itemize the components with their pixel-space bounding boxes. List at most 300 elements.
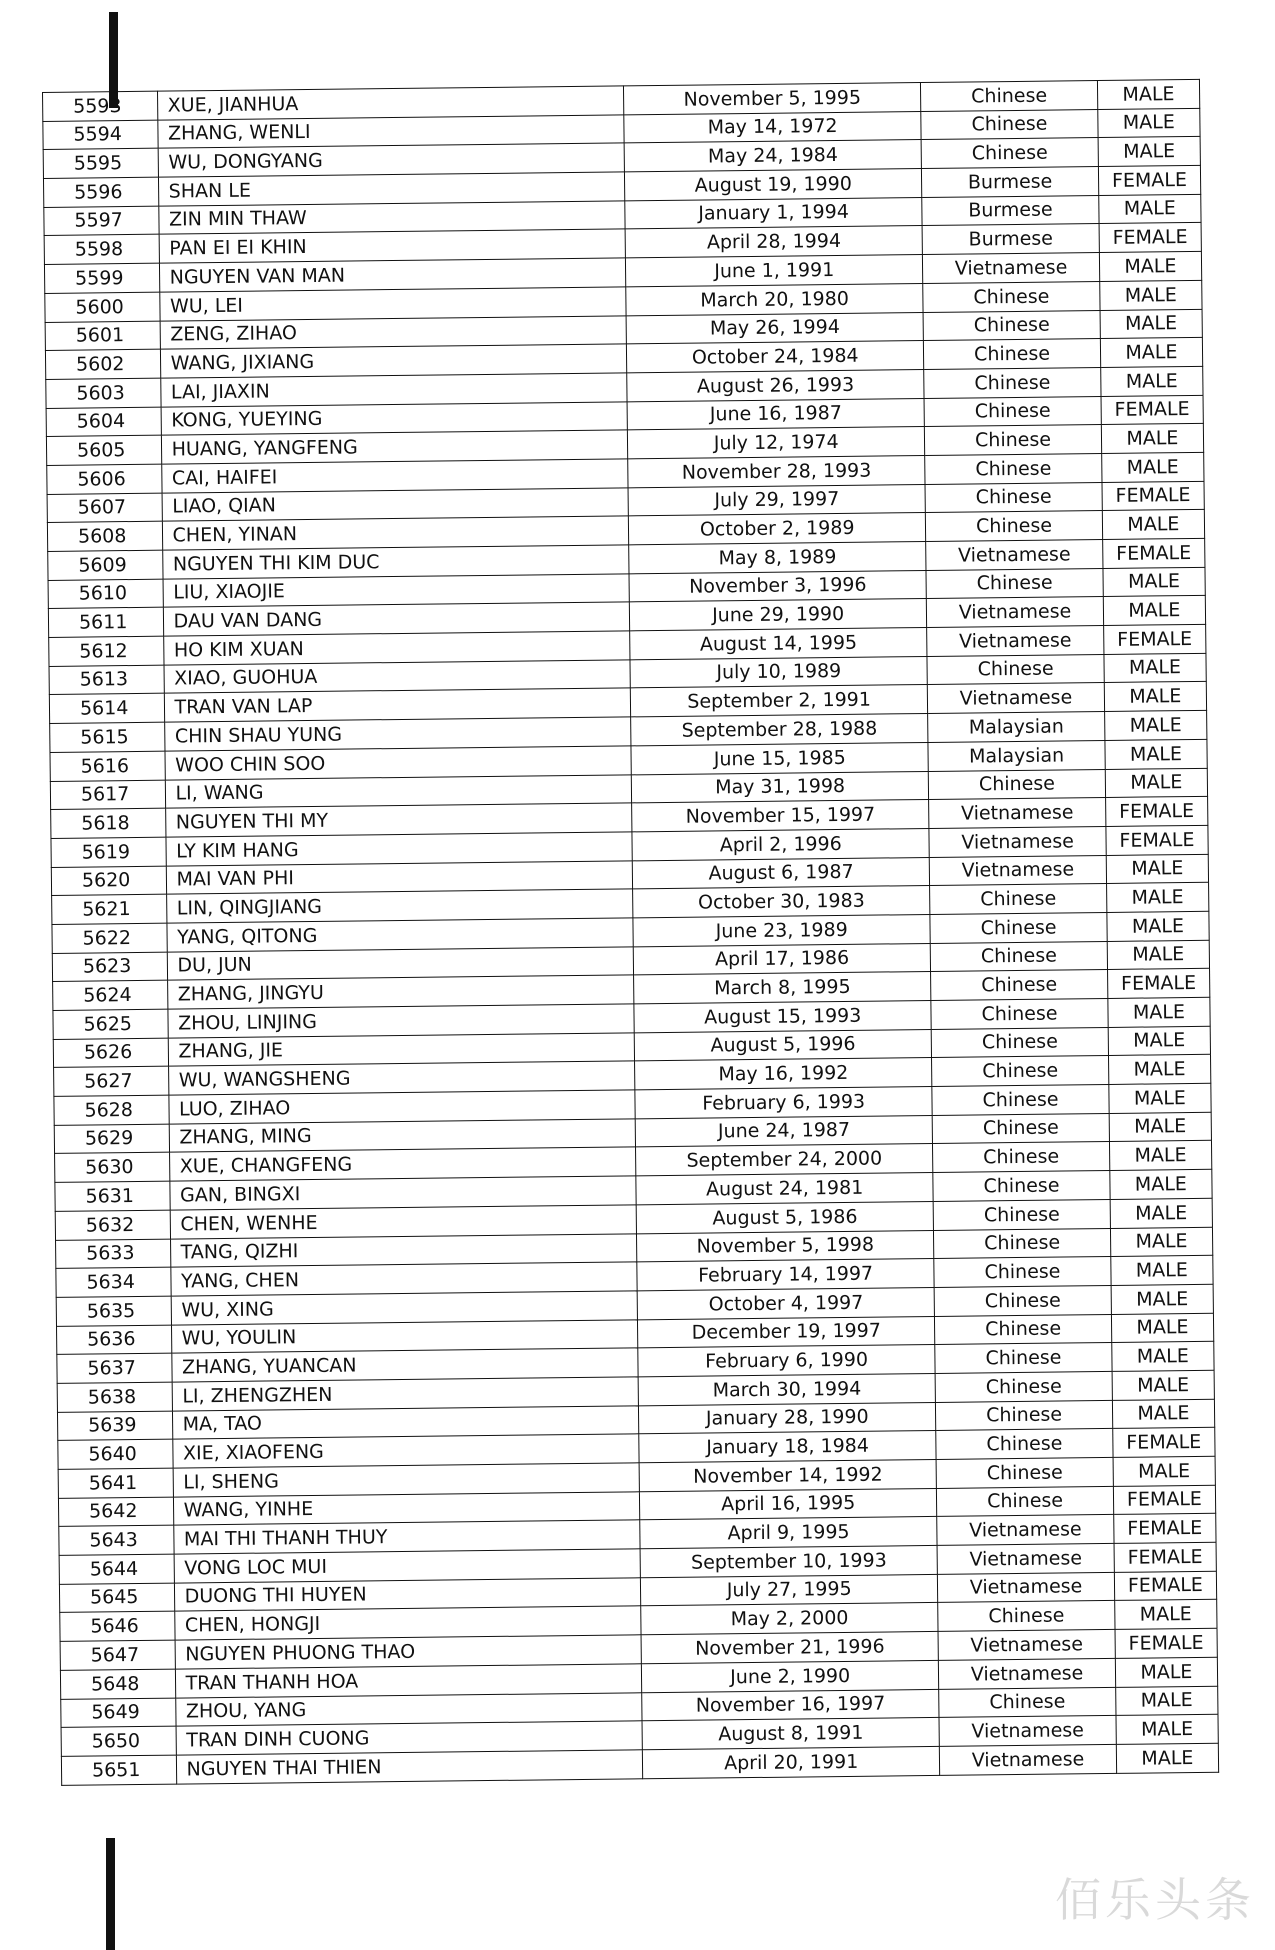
record-dob: August 5, 1986 xyxy=(636,1201,934,1233)
record-id: 5598 xyxy=(44,235,159,265)
record-id: 5629 xyxy=(54,1124,169,1154)
record-name: ZHANG, WENLI xyxy=(157,115,624,149)
record-sex: MALE xyxy=(1108,997,1211,1027)
record-name: DU, JUN xyxy=(167,946,634,980)
record-nationality: Vietnamese xyxy=(930,855,1107,886)
record-name: TRAN DINH CUONG xyxy=(176,1721,643,1755)
record-nationality: Chinese xyxy=(931,970,1108,1001)
record-name: CAI, HAIFEI xyxy=(161,459,628,493)
record-dob: August 24, 1981 xyxy=(636,1173,934,1205)
record-nationality: Burmese xyxy=(922,224,1099,255)
record-name: ZHANG, YUANCAN xyxy=(171,1348,638,1382)
record-id: 5644 xyxy=(59,1554,174,1584)
record-nationality: Chinese xyxy=(935,1371,1112,1402)
record-sex: FEMALE xyxy=(1099,223,1202,253)
record-name: MAI VAN PHI xyxy=(166,860,633,894)
record-sex: MALE xyxy=(1103,567,1206,597)
record-dob: April 16, 1995 xyxy=(639,1488,937,1520)
record-sex: FEMALE xyxy=(1106,825,1209,855)
record-name: ZHOU, YANG xyxy=(175,1692,642,1726)
record-nationality: Chinese xyxy=(929,769,1106,800)
record-name: WOO CHIN SOO xyxy=(165,746,632,780)
record-sex: MALE xyxy=(1116,1743,1219,1773)
record-name: LI, WANG xyxy=(165,774,632,808)
record-id: 5603 xyxy=(46,378,161,408)
record-name: WU, WANGSHENG xyxy=(168,1061,635,1095)
record-sex: FEMALE xyxy=(1102,538,1205,568)
record-id: 5637 xyxy=(57,1353,172,1383)
record-sex: MALE xyxy=(1100,309,1203,339)
record-dob: March 20, 1980 xyxy=(626,283,924,315)
record-name: WU, DONGYANG xyxy=(158,143,625,177)
record-name: CHIN SHAU YUNG xyxy=(164,717,631,751)
record-nationality: Vietnamese xyxy=(927,597,1104,628)
record-name: TRAN VAN LAP xyxy=(164,688,631,722)
record-id: 5611 xyxy=(48,608,163,638)
record-sex: MALE xyxy=(1105,739,1208,769)
record-id: 5607 xyxy=(47,493,162,523)
record-id: 5605 xyxy=(46,435,161,465)
record-dob: July 10, 1989 xyxy=(630,656,928,688)
record-dob: November 28, 1993 xyxy=(628,455,926,487)
record-name: XIAO, GUOHUA xyxy=(164,660,631,694)
record-nationality: Chinese xyxy=(926,568,1103,599)
record-id: 5597 xyxy=(44,206,159,236)
record-dob: November 15, 1997 xyxy=(632,800,930,832)
record-sex: FEMALE xyxy=(1105,797,1208,827)
record-name: CHEN, WENHE xyxy=(170,1205,637,1239)
record-name: KONG, YUEYING xyxy=(161,401,628,435)
record-sex: MALE xyxy=(1099,251,1202,281)
record-nationality: Chinese xyxy=(925,425,1102,456)
record-dob: May 8, 1989 xyxy=(629,542,927,574)
record-dob: July 27, 1995 xyxy=(640,1574,938,1606)
record-id: 5641 xyxy=(58,1468,173,1498)
record-dob: April 28, 1994 xyxy=(625,226,923,258)
record-sex: MALE xyxy=(1107,940,1210,970)
record-sex: FEMALE xyxy=(1102,481,1205,511)
record-name: YANG, QITONG xyxy=(166,918,633,952)
record-name: ZENG, ZIHAO xyxy=(160,315,627,349)
record-dob: October 4, 1997 xyxy=(637,1287,935,1319)
records-table-body xyxy=(43,79,1219,1785)
record-dob: April 2, 1996 xyxy=(632,828,930,860)
record-id: 5628 xyxy=(54,1095,169,1125)
record-sex: MALE xyxy=(1099,280,1202,310)
record-dob: June 16, 1987 xyxy=(627,398,925,430)
record-nationality: Chinese xyxy=(934,1257,1111,1288)
record-dob: May 31, 1998 xyxy=(631,771,929,803)
record-name: LAI, JIAXIN xyxy=(160,373,627,407)
record-name: YANG, CHEN xyxy=(170,1262,637,1296)
record-name: WU, XING xyxy=(171,1291,638,1325)
record-sex: MALE xyxy=(1110,1227,1213,1257)
record-dob: September 24, 2000 xyxy=(636,1144,934,1176)
record-id: 5649 xyxy=(61,1698,176,1728)
record-dob: August 5, 1996 xyxy=(634,1029,932,1061)
record-dob: June 15, 1985 xyxy=(631,742,929,774)
record-dob: June 1, 1991 xyxy=(625,255,923,287)
record-sex: FEMALE xyxy=(1101,395,1204,425)
record-sex: FEMALE xyxy=(1103,624,1206,654)
record-sex: MALE xyxy=(1115,1657,1218,1687)
record-dob: August 19, 1990 xyxy=(625,169,923,201)
record-nationality: Vietnamese xyxy=(923,253,1100,284)
record-name: MAI THI THANH THUY xyxy=(173,1520,640,1554)
record-name: MA, TAO xyxy=(172,1405,639,1439)
record-name: DUONG THI HUYEN xyxy=(174,1578,641,1612)
record-dob: November 5, 1995 xyxy=(624,83,922,115)
record-nationality: Chinese xyxy=(931,998,1108,1029)
record-dob: June 2, 1990 xyxy=(641,1660,939,1692)
record-sex: FEMALE xyxy=(1114,1542,1217,1572)
record-nationality: Vietnamese xyxy=(929,826,1106,857)
record-dob: April 20, 1991 xyxy=(642,1746,940,1778)
records-table xyxy=(42,79,1219,1786)
record-name: HO KIM XUAN xyxy=(163,631,630,665)
record-id: 5647 xyxy=(60,1640,175,1670)
record-id: 5635 xyxy=(56,1296,171,1326)
record-dob: January 1, 1994 xyxy=(625,197,923,229)
record-id: 5621 xyxy=(52,894,167,924)
record-dob: December 19, 1997 xyxy=(638,1316,936,1348)
record-nationality: Chinese xyxy=(934,1228,1111,1259)
record-id: 5627 xyxy=(54,1067,169,1097)
record-nationality: Vietnamese xyxy=(939,1658,1116,1689)
record-dob: September 28, 1988 xyxy=(631,714,929,746)
record-name: NGUYEN THAI THIEN xyxy=(176,1750,643,1784)
record-dob: June 24, 1987 xyxy=(635,1115,933,1147)
binding-mark-bottom xyxy=(106,1838,115,1950)
record-sex: MALE xyxy=(1097,79,1200,109)
record-nationality: Chinese xyxy=(933,1199,1110,1230)
record-name: XUE, CHANGFENG xyxy=(169,1147,636,1181)
record-sex: MALE xyxy=(1105,768,1208,798)
record-sex: FEMALE xyxy=(1113,1428,1216,1458)
record-nationality: Chinese xyxy=(925,482,1102,513)
record-name: ZHOU, LINJING xyxy=(167,1004,634,1038)
record-sex: MALE xyxy=(1104,682,1207,712)
record-name: ZHANG, JINGYU xyxy=(167,975,634,1009)
record-dob: April 17, 1986 xyxy=(633,943,931,975)
record-id: 5617 xyxy=(50,780,165,810)
record-sex: MALE xyxy=(1112,1342,1215,1372)
record-nationality: Vietnamese xyxy=(940,1744,1117,1775)
record-dob: April 9, 1995 xyxy=(640,1517,938,1549)
record-sex: FEMALE xyxy=(1114,1571,1217,1601)
record-id: 5599 xyxy=(44,263,159,293)
record-id: 5645 xyxy=(59,1583,174,1613)
record-id: 5643 xyxy=(59,1525,174,1555)
record-sex: MALE xyxy=(1108,1055,1211,1085)
record-dob: October 24, 1984 xyxy=(626,341,924,373)
record-sex: MALE xyxy=(1108,1026,1211,1056)
record-nationality: Vietnamese xyxy=(939,1716,1116,1747)
record-id: 5624 xyxy=(53,980,168,1010)
record-id: 5632 xyxy=(55,1210,170,1240)
record-nationality: Burmese xyxy=(922,195,1099,226)
record-dob: January 18, 1984 xyxy=(639,1431,937,1463)
record-sex: MALE xyxy=(1109,1083,1212,1113)
record-nationality: Chinese xyxy=(926,511,1103,542)
record-name: GAN, BINGXI xyxy=(169,1176,636,1210)
record-nationality: Vietnamese xyxy=(929,798,1106,829)
record-dob: March 30, 1994 xyxy=(638,1373,936,1405)
record-nationality: Chinese xyxy=(921,81,1098,112)
record-sex: MALE xyxy=(1109,1141,1212,1171)
record-name: WANG, JIXIANG xyxy=(160,344,627,378)
record-name: NGUYEN THI KIM DUC xyxy=(162,545,629,579)
record-nationality: Malaysian xyxy=(928,712,1105,743)
record-nationality: Chinese xyxy=(924,367,1101,398)
record-sex: FEMALE xyxy=(1113,1514,1216,1544)
record-nationality: Chinese xyxy=(921,109,1098,140)
record-name: CHEN, HONGJI xyxy=(174,1606,641,1640)
record-sex: MALE xyxy=(1114,1600,1217,1630)
record-nationality: Chinese xyxy=(930,912,1107,943)
record-id: 5618 xyxy=(51,808,166,838)
record-id: 5610 xyxy=(48,579,163,609)
record-dob: August 15, 1993 xyxy=(634,1000,932,1032)
record-id: 5622 xyxy=(52,923,167,953)
record-name: TRAN THANH HOA xyxy=(175,1664,642,1698)
record-id: 5612 xyxy=(49,636,164,666)
record-name: DAU VAN DANG xyxy=(163,602,630,636)
record-id: 5616 xyxy=(50,751,165,781)
record-id: 5619 xyxy=(51,837,166,867)
record-dob: July 29, 1997 xyxy=(628,484,926,516)
record-id: 5596 xyxy=(43,177,158,207)
record-nationality: Chinese xyxy=(936,1400,1113,1431)
record-sex: MALE xyxy=(1100,338,1203,368)
record-nationality: Burmese xyxy=(922,167,1099,198)
record-nationality: Vietnamese xyxy=(937,1543,1114,1574)
record-nationality: Chinese xyxy=(924,396,1101,427)
record-id: 5630 xyxy=(55,1153,170,1183)
record-sex: FEMALE xyxy=(1107,969,1210,999)
record-nationality: Chinese xyxy=(933,1171,1110,1202)
record-id: 5634 xyxy=(56,1267,171,1297)
record-nationality: Chinese xyxy=(932,1056,1109,1087)
record-name: NGUYEN THI MY xyxy=(165,803,632,837)
record-nationality: Chinese xyxy=(935,1343,1112,1374)
record-nationality: Chinese xyxy=(931,1027,1108,1058)
record-nationality: Malaysian xyxy=(928,740,1105,771)
record-name: WANG, YINHE xyxy=(173,1491,640,1525)
record-name: NGUYEN PHUONG THAO xyxy=(175,1635,642,1669)
record-name: PAN EI EI KHIN xyxy=(159,229,626,263)
record-id: 5593 xyxy=(43,91,158,121)
record-sex: MALE xyxy=(1100,366,1203,396)
record-nationality: Chinese xyxy=(932,1085,1109,1116)
record-sex: MALE xyxy=(1106,854,1209,884)
record-id: 5602 xyxy=(45,349,160,379)
record-name: LUO, ZIHAO xyxy=(168,1090,635,1124)
record-name: XUE, JIANHUA xyxy=(157,86,624,120)
record-id: 5636 xyxy=(56,1325,171,1355)
record-name: XIE, XIAOFENG xyxy=(172,1434,639,1468)
record-sex: MALE xyxy=(1101,452,1204,482)
record-id: 5639 xyxy=(57,1411,172,1441)
record-dob: November 3, 1996 xyxy=(629,570,927,602)
record-name: LIU, XIAOJIE xyxy=(163,574,630,608)
record-dob: August 26, 1993 xyxy=(627,369,925,401)
record-name: LY KIM HANG xyxy=(166,832,633,866)
record-nationality: Chinese xyxy=(932,1113,1109,1144)
record-nationality: Chinese xyxy=(933,1142,1110,1173)
record-name: WU, LEI xyxy=(159,287,626,321)
record-sex: MALE xyxy=(1099,194,1202,224)
record-nationality: Chinese xyxy=(923,310,1100,341)
record-sex: MALE xyxy=(1098,108,1201,138)
record-sex: MALE xyxy=(1113,1456,1216,1486)
record-sex: MALE xyxy=(1101,424,1204,454)
record-sex: MALE xyxy=(1103,596,1206,626)
record-id: 5633 xyxy=(56,1239,171,1269)
record-sex: FEMALE xyxy=(1113,1485,1216,1515)
record-dob: February 6, 1993 xyxy=(635,1087,933,1119)
record-nationality: Chinese xyxy=(924,339,1101,370)
record-dob: March 8, 1995 xyxy=(634,972,932,1004)
record-name: NGUYEN VAN MAN xyxy=(159,258,626,292)
record-name: VONG LOC MUI xyxy=(174,1549,641,1583)
record-sex: MALE xyxy=(1110,1198,1213,1228)
record-id: 5646 xyxy=(60,1612,175,1642)
record-name: ZIN MIN THAW xyxy=(158,201,625,235)
record-id: 5648 xyxy=(60,1669,175,1699)
record-name: ZHANG, JIE xyxy=(168,1033,635,1067)
record-sex: MALE xyxy=(1109,1112,1212,1142)
record-dob: February 14, 1997 xyxy=(637,1259,935,1291)
record-nationality: Chinese xyxy=(936,1429,1113,1460)
record-sex: MALE xyxy=(1098,137,1201,167)
record-name: TANG, QIZHI xyxy=(170,1233,637,1267)
record-nationality: Chinese xyxy=(921,138,1098,169)
record-nationality: Chinese xyxy=(931,941,1108,972)
record-nationality: Chinese xyxy=(930,884,1107,915)
record-dob: May 26, 1994 xyxy=(626,312,924,344)
record-dob: July 12, 1974 xyxy=(627,427,925,459)
record-name: HUANG, YANGFENG xyxy=(161,430,628,464)
record-sex: MALE xyxy=(1112,1370,1215,1400)
document-sheet xyxy=(42,79,1219,1786)
record-sex: MALE xyxy=(1106,883,1209,913)
record-id: 5601 xyxy=(45,321,160,351)
record-id: 5631 xyxy=(55,1181,170,1211)
record-sex: MALE xyxy=(1111,1255,1214,1285)
record-id: 5625 xyxy=(53,1009,168,1039)
record-id: 5623 xyxy=(52,952,167,982)
record-nationality: Chinese xyxy=(936,1457,1113,1488)
record-id: 5600 xyxy=(45,292,160,322)
record-dob: January 28, 1990 xyxy=(639,1402,937,1434)
record-dob: June 23, 1989 xyxy=(633,914,931,946)
record-dob: November 14, 1992 xyxy=(639,1459,937,1491)
record-id: 5613 xyxy=(49,665,164,695)
record-dob: August 6, 1987 xyxy=(632,857,930,889)
record-nationality: Vietnamese xyxy=(938,1572,1115,1603)
record-dob: May 2, 2000 xyxy=(641,1603,939,1635)
record-dob: May 16, 1992 xyxy=(635,1058,933,1090)
record-dob: September 2, 1991 xyxy=(630,685,928,717)
record-name: LI, SHENG xyxy=(173,1463,640,1497)
watermark-logo: 佰乐头条 xyxy=(1055,1873,1255,1927)
record-id: 5615 xyxy=(50,722,165,752)
record-nationality: Vietnamese xyxy=(937,1515,1114,1546)
record-nationality: Chinese xyxy=(925,453,1102,484)
record-dob: May 24, 1984 xyxy=(624,140,922,172)
record-nationality: Vietnamese xyxy=(926,539,1103,570)
record-dob: June 29, 1990 xyxy=(629,599,927,631)
record-sex: MALE xyxy=(1111,1313,1214,1343)
record-nationality: Chinese xyxy=(935,1314,1112,1345)
record-dob: October 2, 1989 xyxy=(628,513,926,545)
record-sex: MALE xyxy=(1115,1686,1218,1716)
record-id: 5608 xyxy=(47,521,162,551)
record-nationality: Chinese xyxy=(939,1687,1116,1718)
record-id: 5595 xyxy=(43,149,158,179)
record-sex: MALE xyxy=(1102,510,1205,540)
record-nationality: Vietnamese xyxy=(927,626,1104,657)
record-dob: September 10, 1993 xyxy=(640,1545,938,1577)
record-id: 5606 xyxy=(47,464,162,494)
record-name: CHEN, YINAN xyxy=(162,516,629,550)
record-dob: May 14, 1972 xyxy=(624,111,922,143)
record-name: LIAO, QIAN xyxy=(162,488,629,522)
record-name: LI, ZHENGZHEN xyxy=(172,1377,639,1411)
record-name: LIN, QINGJIANG xyxy=(166,889,633,923)
record-id: 5620 xyxy=(51,866,166,896)
record-sex: MALE xyxy=(1110,1169,1213,1199)
record-id: 5638 xyxy=(57,1382,172,1412)
record-dob: November 5, 1998 xyxy=(637,1230,935,1262)
record-sex: MALE xyxy=(1111,1284,1214,1314)
record-sex: MALE xyxy=(1107,911,1210,941)
record-name: SHAN LE xyxy=(158,172,625,206)
record-id: 5594 xyxy=(43,120,158,150)
record-sex: MALE xyxy=(1104,653,1207,683)
record-sex: FEMALE xyxy=(1115,1628,1218,1658)
record-dob: February 6, 1990 xyxy=(638,1345,936,1377)
record-dob: November 16, 1997 xyxy=(642,1689,940,1721)
record-id: 5614 xyxy=(49,694,164,724)
record-nationality: Vietnamese xyxy=(938,1630,1115,1661)
record-dob: November 21, 1996 xyxy=(641,1632,939,1664)
record-id: 5642 xyxy=(58,1497,173,1527)
record-sex: FEMALE xyxy=(1098,165,1201,195)
record-sex: MALE xyxy=(1104,710,1207,740)
record-nationality: Chinese xyxy=(934,1285,1111,1316)
record-id: 5626 xyxy=(53,1038,168,1068)
record-dob: August 8, 1991 xyxy=(642,1718,940,1750)
record-dob: October 30, 1983 xyxy=(633,886,931,918)
record-nationality: Vietnamese xyxy=(928,683,1105,714)
record-sex: MALE xyxy=(1116,1714,1219,1744)
record-id: 5651 xyxy=(61,1755,176,1785)
record-nationality: Chinese xyxy=(938,1601,1115,1632)
record-id: 5640 xyxy=(58,1439,173,1469)
record-id: 5604 xyxy=(46,407,161,437)
record-id: 5650 xyxy=(61,1726,176,1756)
record-dob: August 14, 1995 xyxy=(630,628,928,660)
record-sex: MALE xyxy=(1112,1399,1215,1429)
record-name: WU, YOULIN xyxy=(171,1319,638,1353)
record-id: 5609 xyxy=(48,550,163,580)
record-name: ZHANG, MING xyxy=(169,1119,636,1153)
record-nationality: Chinese xyxy=(927,654,1104,685)
record-nationality: Chinese xyxy=(937,1486,1114,1517)
record-nationality: Chinese xyxy=(923,281,1100,312)
